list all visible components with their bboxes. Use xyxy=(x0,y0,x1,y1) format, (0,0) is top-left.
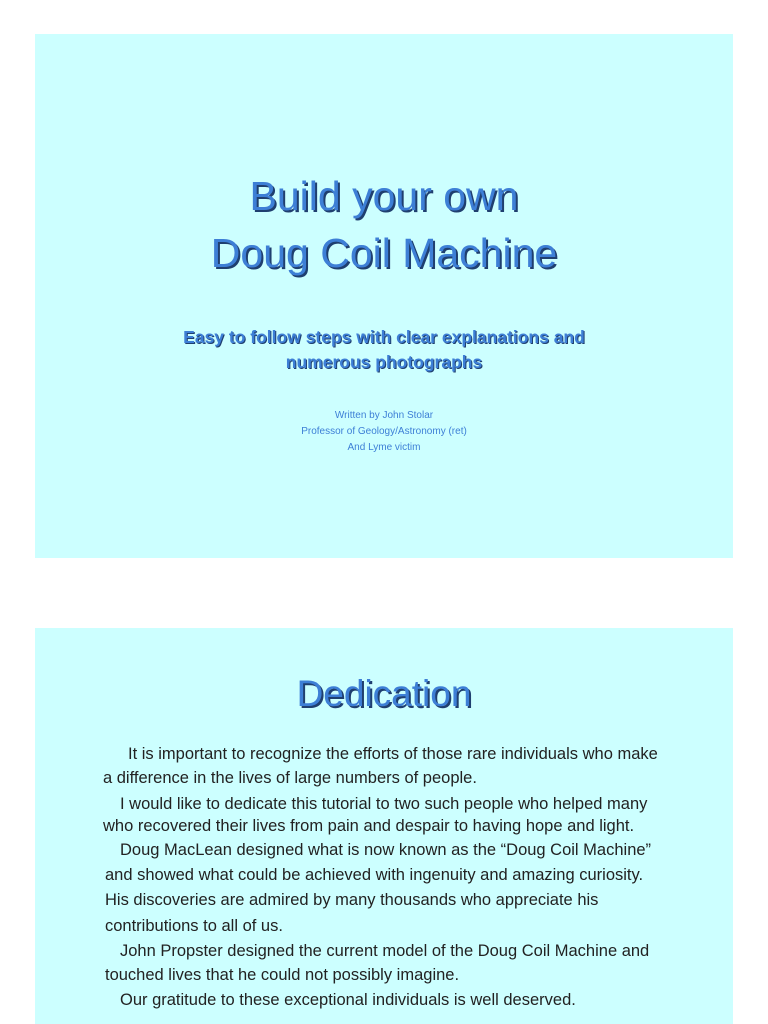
dedication-line: John Propster designed the current model of the Doug Coil Machine and xyxy=(120,942,650,960)
title-line-1: Build your own xyxy=(249,173,519,219)
dedication-line: contributions to all of us. xyxy=(105,917,283,935)
dedication-line: Doug MacLean designed what is now known as the “Doug Coil Machine” xyxy=(120,841,652,859)
dedication-slide xyxy=(35,628,733,1024)
dedication-heading: Dedication xyxy=(296,673,472,714)
credit-profession: Professor of Geology/Astronomy (ret) xyxy=(301,426,467,437)
dedication-line: I would like to dedicate this tutorial to two such people who helped many xyxy=(120,795,648,813)
title-line-2: Doug Coil Machine xyxy=(210,230,558,276)
dedication-line: His discoveries are admired by many thousands who appreciate his xyxy=(105,891,599,909)
credit-note: And Lyme victim xyxy=(347,442,421,453)
dedication-line: It is important to recognize the efforts of those rare individuals who make xyxy=(128,745,658,763)
subtitle-line-2: numerous photographs xyxy=(285,352,483,372)
credit-author: Written by John Stolar xyxy=(334,410,434,421)
dedication-line: and showed what could be achieved with ingenuity and amazing curiosity. xyxy=(105,866,644,884)
title-slide xyxy=(35,34,733,558)
dedication-line: touched lives that he could not possibly imagine. xyxy=(105,966,460,984)
dedication-line: who recovered their lives from pain and despair to having hope and light. xyxy=(103,817,635,835)
dedication-line: Our gratitude to these exceptional individuals is well deserved. xyxy=(120,991,576,1009)
dedication-line: a difference in the lives of large numbers of people. xyxy=(103,769,477,787)
subtitle-line-1: Easy to follow steps with clear explanations and xyxy=(183,327,585,347)
